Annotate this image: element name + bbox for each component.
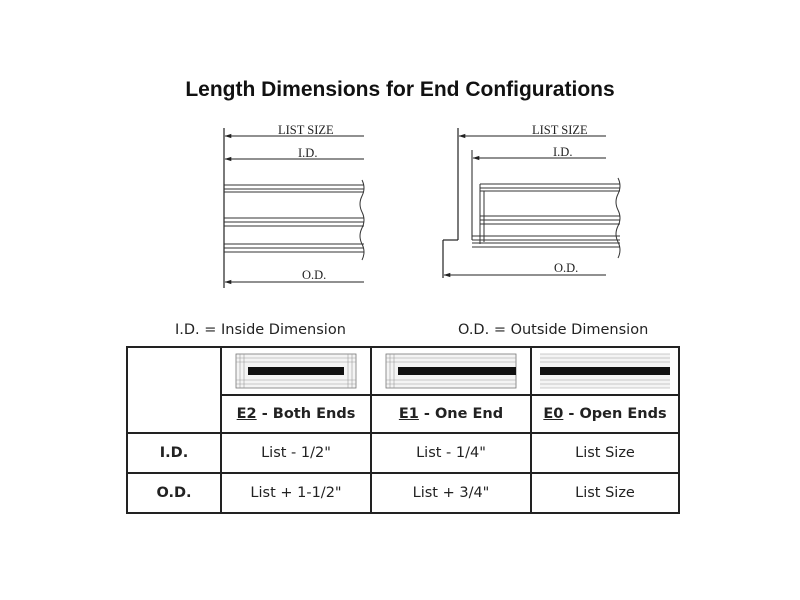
dimensions-table xyxy=(126,346,680,514)
cell-od-e1: List + 3/4" xyxy=(371,473,531,513)
left-od-label: O.D. xyxy=(302,268,327,282)
e2-profile-cell xyxy=(221,347,371,395)
e0-profile-image xyxy=(540,352,670,390)
right-list-size-label: LIST SIZE xyxy=(532,123,588,137)
right-od-label: O.D. xyxy=(554,261,579,275)
cell-id-e0: List Size xyxy=(531,433,679,473)
left-id-label: I.D. xyxy=(298,146,318,160)
header-e2-label: - Both Ends xyxy=(256,406,356,422)
cell-od-e2: List + 1-1/2" xyxy=(221,473,371,513)
header-e1 xyxy=(371,395,531,433)
header-e0-label: - Open Ends xyxy=(563,406,667,422)
cell-id-e2: List - 1/2" xyxy=(221,433,371,473)
page-title: Length Dimensions for End Configurations xyxy=(185,78,615,101)
e0-profile-cell xyxy=(531,347,679,395)
e1-profile-cell xyxy=(371,347,531,395)
cell-od-e0: List Size xyxy=(531,473,679,513)
right-id-label: I.D. xyxy=(553,145,573,159)
right-dimension-drawing xyxy=(443,123,620,278)
header-e1-code: E1 xyxy=(398,406,419,422)
table-row-images xyxy=(127,347,679,395)
table-row xyxy=(127,433,679,473)
cell-id-e1: List - 1/4" xyxy=(371,433,531,473)
header-e1-label: - One End xyxy=(418,406,504,422)
legend-outside-dimension: O.D. = Outside Dimension xyxy=(458,322,649,338)
row-label-id: I.D. xyxy=(127,433,221,473)
left-dimension-drawing xyxy=(224,123,364,288)
table-row xyxy=(127,473,679,513)
header-e2 xyxy=(221,395,371,433)
header-e2-code: E2 xyxy=(236,406,257,422)
row-label-od: O.D. xyxy=(127,473,221,513)
header-e0 xyxy=(531,395,679,433)
table-corner-cell xyxy=(127,347,221,433)
left-list-size-label: LIST SIZE xyxy=(278,123,334,137)
e2-profile-image xyxy=(232,352,360,390)
e1-profile-image xyxy=(384,352,518,390)
header-e0-code: E0 xyxy=(543,406,564,422)
legend-inside-dimension: I.D. = Inside Dimension xyxy=(175,322,346,338)
